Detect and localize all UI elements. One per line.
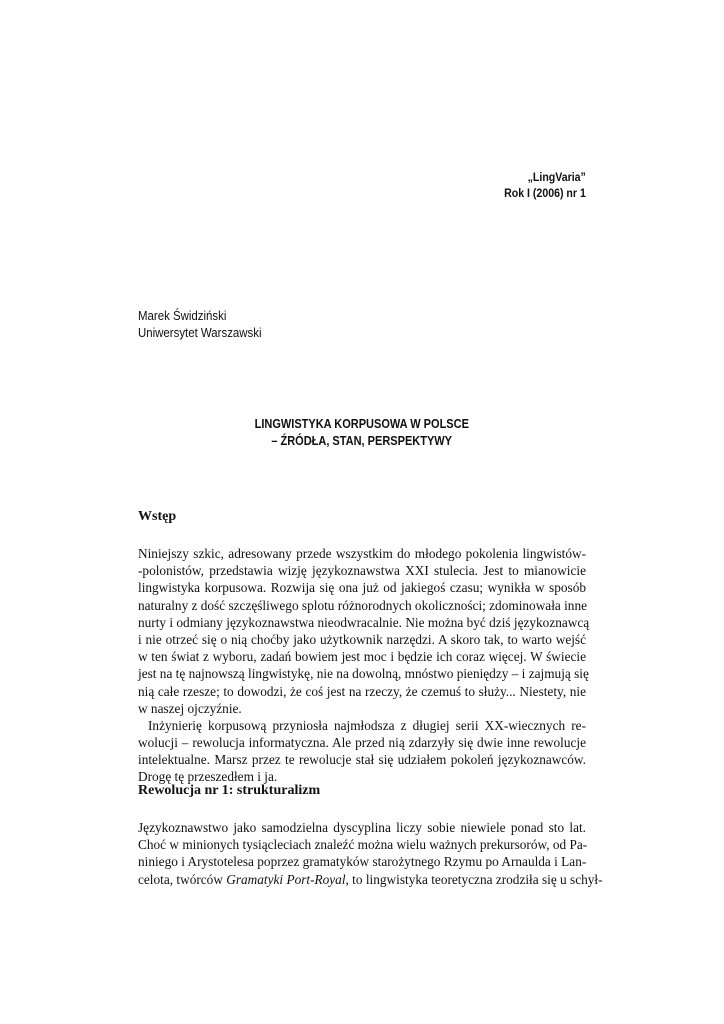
title-line-2: – ŹRÓDŁA, STAN, PERSPEKTYWY <box>271 434 453 448</box>
author-affiliation: Uniwersytet Warszawski <box>138 325 262 340</box>
text-line: nią całe rzesze; to dowodzi, że coś jest na rzeczy, że czemuś to służy... Niestety, nie <box>138 683 586 699</box>
text-line: niniego i Arystotelesa poprzez gramatyków starożytnego Rzymu po Arnaulda i Lan- <box>138 854 587 870</box>
journal-name: „LingVaria” <box>527 172 586 184</box>
text-line: w naszej ojczyźnie. <box>138 700 242 716</box>
journal-header <box>504 170 586 202</box>
text-line: i nie otrzeć się o nią choćby jako użytkownik narzędzi. A skoro tak, to warto wejść <box>138 631 586 647</box>
section-intro-body <box>138 545 590 786</box>
italic-title: Gramatyki Port-Royal <box>226 871 346 887</box>
text-line: Językoznawstwo jako samodzielna dyscyplina liczy sobie niewiele ponad sto lat. <box>138 820 586 835</box>
journal-issue: Rok I (2006) nr 1 <box>504 188 586 200</box>
section-structuralism-body <box>138 819 603 888</box>
text-line: w ten świat z wyboru, zadań bowiem jest moc i będzie ich coraz więcej. W świecie <box>138 649 586 665</box>
article-title <box>138 416 586 450</box>
title-line-1: LINGWISTYKA KORPUSOWA W POLSCE <box>254 417 470 431</box>
text-fragment: , to lingwistyka teoretyczna zrodziła się u schył- <box>345 871 603 887</box>
text-line: Inżynierię korpusową przyniosła najmłodsza z długiej serii XX-wiecznych re- <box>148 717 586 733</box>
text-line: naturalny z dość szczęśliwego splotu różnorodnych okoliczności; zdominowała inne <box>138 597 588 613</box>
text-line: jest na tę najnowszą lingwistykę, nie na dowolną, mnóstwo pieniędzy – i zajmują się <box>138 666 589 682</box>
text-line: Drogę tę przeszedłem i ja. <box>138 769 278 785</box>
text-line: nurty i odmiany językoznawstwa nieodwracalnie. Nie można być dziś językoznawcą <box>138 614 590 630</box>
text-line: Niniejszy szkic, adresowany przede wszystkim do młodego pokolenia lingwistów- <box>138 546 586 561</box>
text-line: intelektualne. Marsz przez te rewolucje stał się udziałem pokoleń językoznawców. <box>138 752 586 768</box>
text-line <box>138 871 603 888</box>
text-line: wolucji – rewolucja informatyczna. Ale przed nią zdarzyły się dwie inne rewolucje <box>138 735 586 751</box>
author-name: Marek Świdziński <box>138 308 227 323</box>
text-line: lingwistyka korpusowa. Rozwija się ona już od jakiegoś czasu; wynikła w sposób <box>138 580 586 596</box>
author-block <box>138 307 262 341</box>
section-heading-intro: Wstęp <box>138 509 177 524</box>
text-line: Choć w minionych tysiącleciach znaleźć można wielu ważnych prekursorów, od Pa- <box>138 837 588 853</box>
text-line: -polonistów, przedstawia wizję językoznawstwa XXI stulecia. Jest to mianowicie <box>138 563 586 579</box>
section-heading-structuralism: Rewolucja nr 1: strukturalizm <box>138 783 321 798</box>
text-fragment: celota, twórców <box>138 871 227 887</box>
